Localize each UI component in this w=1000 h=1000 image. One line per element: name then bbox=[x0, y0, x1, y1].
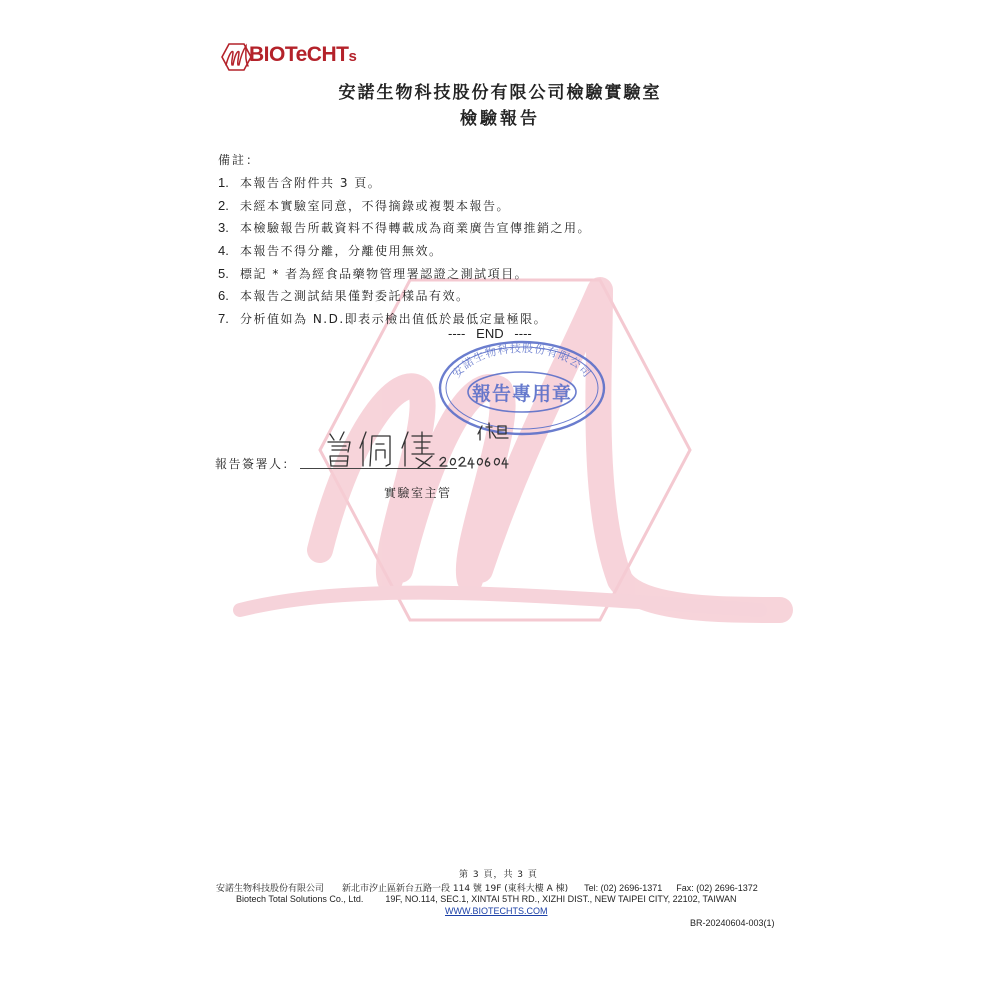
signer-role: 實驗室主管 bbox=[384, 486, 452, 500]
note-item: 1. 本報告含附件共 3 頁。 bbox=[218, 175, 382, 190]
footer-address-en-text: 19F, NO.114, SEC.1, XINTAI 5TH RD., XIZHI DIST., NEW TAIPEI CITY, 22102, TAIWAN bbox=[385, 894, 737, 904]
footer-company-zh: 安諾生物科技股份有限公司 bbox=[216, 884, 325, 894]
note-text: 本檢驗報告所載資料不得轉載成為商業廣告宣傳推銷之用。 bbox=[240, 221, 592, 236]
logo-wordmark: BIOTeCHTs bbox=[249, 43, 357, 66]
report-title: 檢驗報告 bbox=[460, 109, 540, 129]
notes-heading: 備註： bbox=[218, 153, 261, 167]
note-item: 2. 未經本實驗室同意，不得摘錄或複製本報告。 bbox=[218, 197, 511, 213]
note-item: 5. 標記 * 者為經食品藥物管理署認證之測試項目。 bbox=[218, 265, 529, 281]
note-item: 7. 分析值如為 N.D.即表示檢出值低於最低定量極限。 bbox=[218, 311, 548, 327]
note-text: 本報告之測試結果僅對委託樣品有效。 bbox=[240, 289, 470, 304]
note-text: 本報告不得分離，分離使用無效。 bbox=[240, 244, 443, 259]
note-text: 分析值如為 N.D.即表示檢出值低於最低定量極限。 bbox=[240, 312, 548, 327]
footer-website-link[interactable]: WWW.BIOTECHTS.COM bbox=[445, 906, 548, 916]
footer-company-en: Biotech Total Solutions Co., Ltd. bbox=[236, 894, 364, 904]
page-number: 第 3 頁，共 3 頁 bbox=[459, 870, 538, 880]
footer-address-zh bbox=[216, 881, 758, 894]
signer-label: 報告簽署人： bbox=[215, 457, 297, 471]
note-item: 3. 本檢驗報告所載資料不得轉載成為商業廣告宣傳推銷之用。 bbox=[218, 220, 592, 236]
note-item: 6. 本報告之測試結果僅對委託樣品有效。 bbox=[218, 288, 470, 304]
note-item: 4. 本報告不得分離，分離使用無效。 bbox=[218, 243, 443, 259]
handwritten-signature-icon bbox=[320, 420, 510, 475]
svg-text:報告專用章: 報告專用章 bbox=[471, 383, 573, 405]
svg-text:安諾生物科技股份有限公司: 安諾生物科技股份有限公司 bbox=[449, 341, 595, 381]
note-text: 未經本實驗室同意，不得摘錄或複製本報告。 bbox=[240, 198, 511, 213]
document-code: BR-20240604-003(1) bbox=[690, 918, 775, 928]
notes-list bbox=[218, 172, 591, 331]
footer-fax: Fax: (02) 2696-1372 bbox=[676, 883, 758, 893]
footer-address-zh-text: 新北市汐止區新台五路一段 114 號 19F (東科大樓 A 棟) bbox=[342, 884, 569, 894]
end-marker: ---- END ---- bbox=[448, 326, 532, 341]
footer-address-en bbox=[236, 894, 737, 904]
footer-tel: Tel: (02) 2696-1371 bbox=[584, 883, 663, 893]
note-text: 標記 * 者為經食品藥物管理署認證之測試項目。 bbox=[240, 266, 529, 281]
note-text: 本報告含附件共 3 頁。 bbox=[240, 176, 382, 190]
company-title: 安諾生物科技股份有限公司檢驗實驗室 bbox=[338, 83, 662, 103]
